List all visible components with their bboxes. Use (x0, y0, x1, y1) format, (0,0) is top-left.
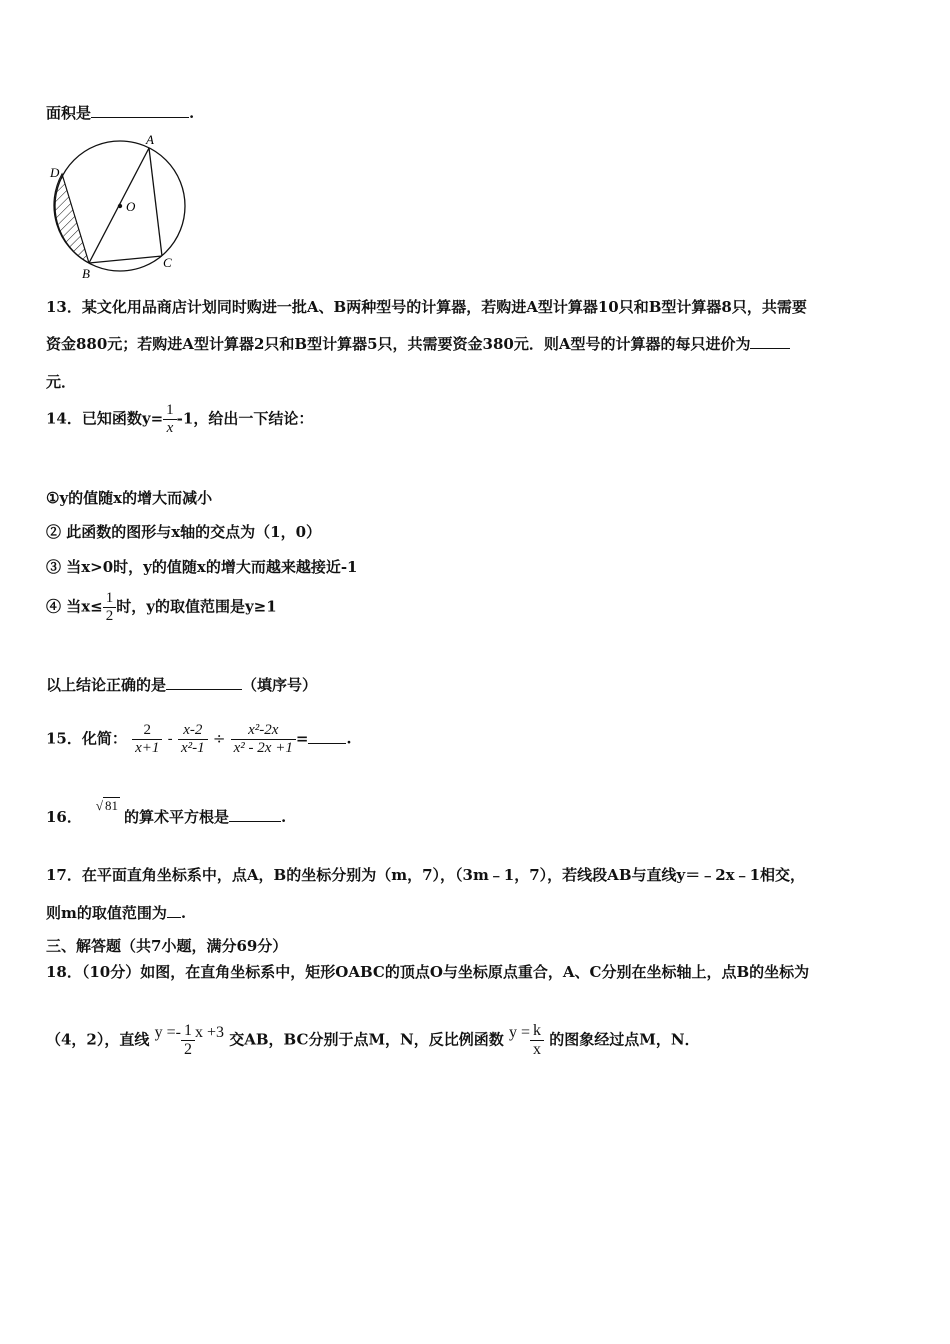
answer-blank (229, 807, 281, 822)
q13-line1: 13．某文化用品商店计划同时购进一批A、B两种型号的计算器，若购进A型计算器10只和B型计算器8只，共需要 (46, 298, 807, 316)
answer-blank (750, 334, 790, 349)
divide: ÷ (212, 729, 226, 748)
circle-figure (42, 130, 192, 280)
eq2-left: y = (509, 1023, 531, 1041)
q15-f2 (178, 722, 208, 757)
answer-blank (167, 903, 181, 918)
frac-num: 1 (183, 1022, 192, 1039)
q15-f3 (231, 722, 296, 757)
label-d: D (50, 165, 60, 180)
answer-blank (308, 729, 346, 744)
q13-line3: 元． (46, 373, 77, 391)
q17-line1: 17．在平面直角坐标系中，点A，B的坐标分别为（m，7），（3m﹣1，7），若线段AB与直线y＝﹣2x﹣1相交， (46, 866, 806, 884)
q14-conclusion (46, 674, 317, 695)
q14-c4 (46, 590, 277, 625)
q14-prefix: 14．已知函数y= (46, 409, 164, 428)
center-point (118, 204, 122, 208)
period: . (189, 104, 195, 122)
q13-line2 (46, 333, 790, 354)
q18-l2c: 的图象经过点M，N． (549, 1030, 700, 1049)
q15 (46, 722, 352, 757)
q14-suffix: -1，给出一下结论： (176, 409, 314, 428)
sqrt-81: √ 81 (95, 798, 119, 813)
period: . (281, 808, 287, 826)
minus: - (167, 729, 173, 748)
shaded-segment (54, 174, 89, 263)
eq2-fraction (530, 1022, 544, 1059)
q14-stem (46, 402, 313, 437)
frac-num: 1 (105, 590, 114, 606)
q16-label: 16． (46, 808, 82, 826)
frac-den: 2 (103, 607, 117, 625)
q18-l2b: 交AB，BC分别于点M，N，反比例函数 (229, 1030, 504, 1049)
conclusion-tail: （填序号） (242, 676, 318, 694)
frac-den: x+1 (132, 739, 162, 757)
q15-f1 (132, 722, 162, 757)
frac-num: x-2 (183, 722, 203, 738)
radicand: 81 (105, 798, 119, 813)
frac-num: 2 (143, 722, 151, 738)
chord-bc (89, 256, 162, 263)
q14-c2: ② 此函数的图形与x轴的交点为（1，0） (46, 523, 322, 541)
label-b: B (82, 266, 90, 280)
eq1-right: x +3 (194, 1023, 224, 1041)
q14-c1: ①y的值随x的增大而减小 (46, 489, 213, 507)
q14-fraction (163, 402, 177, 437)
equals: = (295, 729, 309, 748)
label-o: O (126, 199, 136, 214)
frac-den: x (163, 419, 177, 437)
q17-line2 (46, 902, 186, 923)
q18-line1: 18．（10分）如图，在直角坐标系中，矩形OABC的顶点O与坐标原点重合，A、C分别在坐标轴上，点B的坐标为 (46, 963, 810, 981)
c4-fraction (103, 590, 117, 625)
frac-den: x (530, 1040, 544, 1059)
answer-blank (166, 675, 242, 690)
q16-text: 的算术平方根是 (124, 808, 230, 826)
q16 (46, 798, 287, 827)
frac-den: x² - 2x +1 (231, 739, 296, 757)
frac-num: k (533, 1022, 542, 1039)
c4-suffix: 时，y的取值范围是y≥1 (116, 597, 277, 616)
eq1-fraction (181, 1022, 195, 1059)
c4-prefix: ④ 当x≤ (46, 597, 103, 616)
q18-l2a: （4，2），直线 (46, 1030, 150, 1049)
q18-line2 (46, 1022, 700, 1059)
label-c: C (163, 255, 172, 270)
period: . (346, 729, 352, 748)
eq1-left: y =- (154, 1023, 181, 1041)
conclusion-text: 以上结论正确的是 (46, 676, 167, 694)
q15-label: 15．化简： (46, 729, 127, 748)
q13-line2-text: 资金880元；若购进A型计算器2只和B型计算器5只，共需要资金380元．则A型号的计算器的每只进价为 (46, 335, 751, 353)
frac-den: 2 (181, 1040, 195, 1059)
frac-num: x²-2x (248, 722, 279, 738)
answer-blank (91, 103, 189, 118)
q17-line2-text: 则m的取值范围为 (46, 904, 167, 922)
chord-ac (149, 148, 162, 256)
section-3-heading: 三、解答题（共7小题，满分69分） (46, 937, 288, 955)
period: . (180, 904, 187, 922)
label-a: A (146, 132, 154, 147)
frac-den: x²-1 (178, 739, 208, 757)
q12-tail (46, 102, 194, 123)
q12-text: 面积是 (46, 104, 92, 122)
q14-c3: ③ 当x>0时，y的值随x的增大而越来越接近-1 (46, 558, 358, 576)
frac-num: 1 (166, 402, 174, 418)
